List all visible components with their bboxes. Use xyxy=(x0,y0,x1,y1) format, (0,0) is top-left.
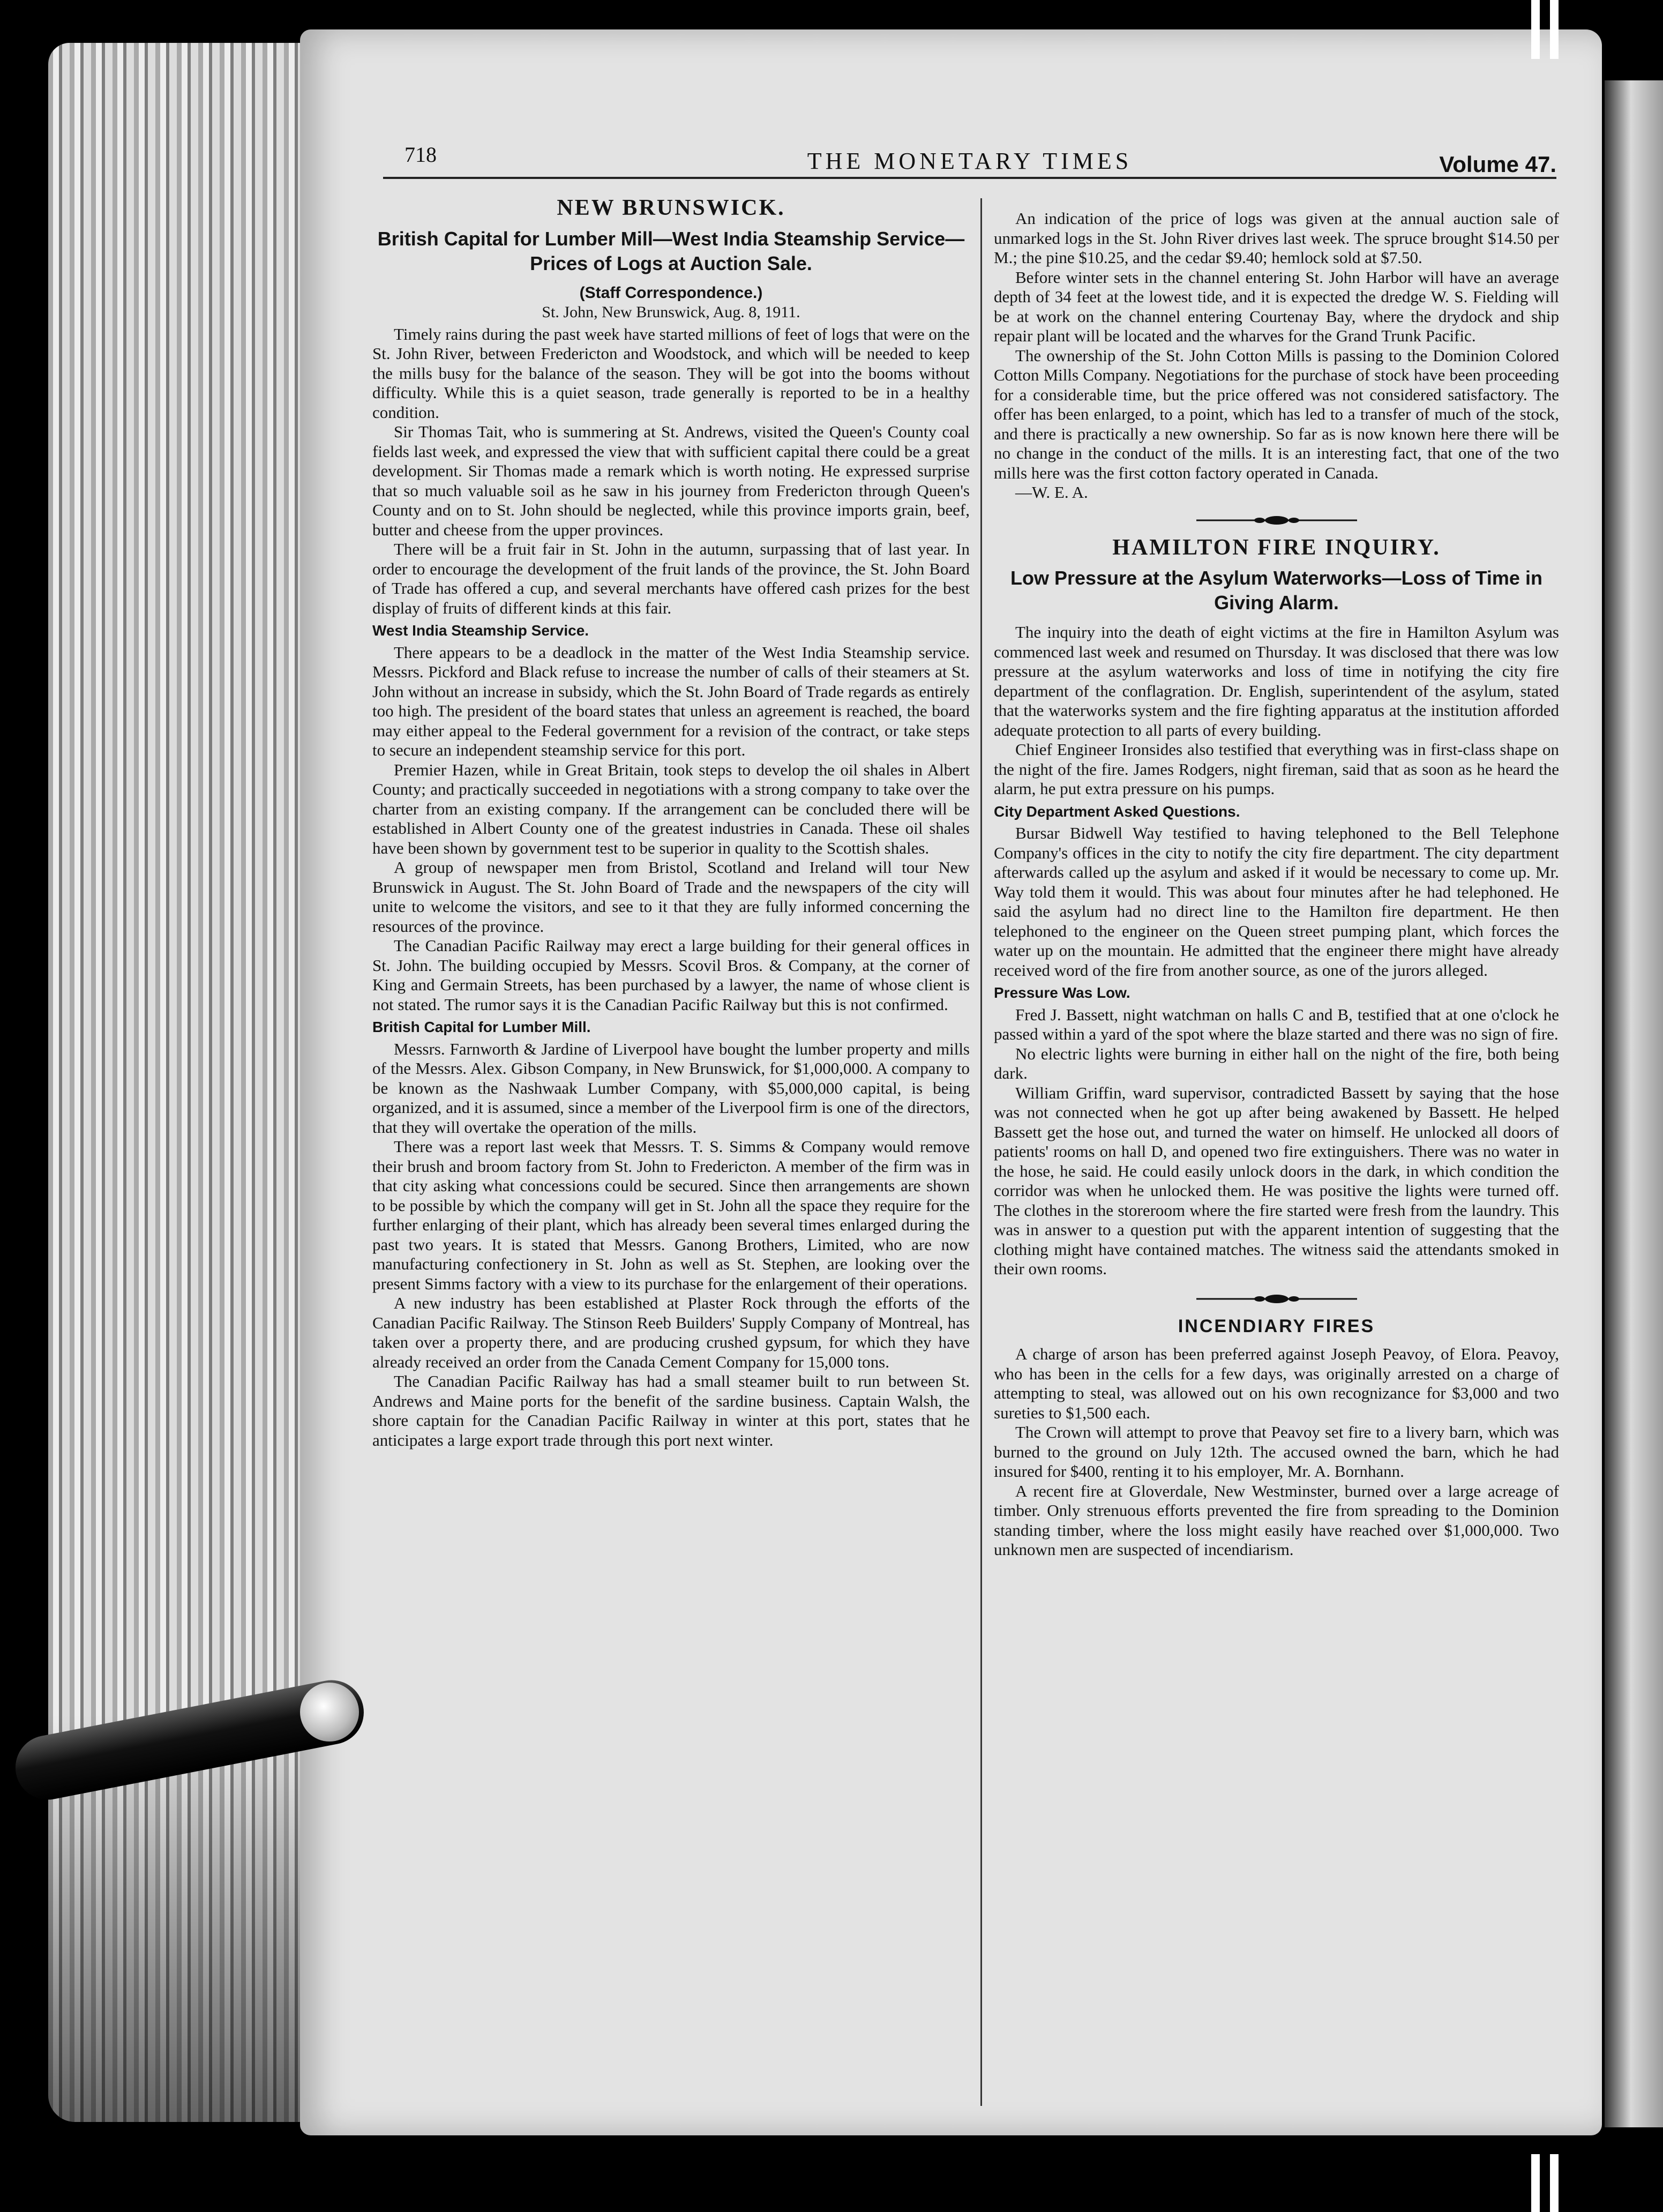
paragraph: There will be a fruit fair in St. John in the autumn, surpassing that of last year. In order to encourage the development of the fruit lands of the province, the St. John Board of Trade has offered a cup, and several merchants have offered cash prizes for the best display of fruits of different kinds at this fair. xyxy=(372,540,970,617)
section-subhead: City Department Asked Questions. xyxy=(994,803,1240,820)
left-column xyxy=(372,193,970,1450)
page-number: 718 xyxy=(404,143,437,167)
pen-tip-highlight xyxy=(300,1683,359,1742)
section-subhead: Pressure Was Low. xyxy=(994,984,1130,1001)
masthead: THE MONETARY TIMES xyxy=(807,148,1133,174)
ornament-divider xyxy=(1196,1292,1357,1306)
film-perforation-mark xyxy=(1531,0,1540,59)
byline: (Staff Correspondence.) xyxy=(579,283,763,302)
right-column xyxy=(994,209,1559,1560)
paragraph: There was a report last week that Messrs. T. S. Simms & Company would remove their brush and broom factory from St. John to Fredericton. A member of the firm was in that city asking what concessions could be secured. Since then arrangements are shown to be possible by which the company will get in St. John all the space they require for the further enlarging of their plant, which has already been several times enlarged during the past two years. It is stated that Messrs. Ganong Brothers, Limited, who are now manufacturing confectionery in St. John as well as St. Stephen, are looking over the present Simms factory with a view to its purchase for the enlargement of their operations. xyxy=(372,1137,970,1293)
article-headline: British Capital for Lumber Mill—West India Steamship Service—Prices of Logs at Auction Sale. xyxy=(377,227,965,274)
volume-label: Volume 47. xyxy=(1439,152,1556,177)
paragraph: The ownership of the St. John Cotton Mills is passing to the Dominion Colored Cotton Mills Company. Negotiations for the purchase of stock have been proceeding for a considerable time, but the price offered was not considered satisfactory. The offer has been enlarged, to a point, which has led to a transfer of much of the stock, and there is practically a new ownership. So far as is now known here there will be no change in the conduct of the mills. It is an interesting fact, that one of the two mills here was the first cotton factory operated in Canada. xyxy=(994,346,1559,482)
article-kicker: HAMILTON FIRE INQUIRY. xyxy=(1112,535,1441,560)
column-rule xyxy=(980,198,982,2106)
paragraph: The Canadian Pacific Railway has had a small steamer built to run between St. Andrews and Maine ports for the benefit of the sardine business. Captain Walsh, the shore captain for the Canadian Pacific Railway in winter at this port, states that he anticipates a large export trade through this port next winter. xyxy=(372,1372,970,1449)
paragraph: Fred J. Bassett, night watchman on halls C and B, testified that at one o'clock he passed within a yard of the spot where the blaze started and there was no sign of fire. xyxy=(994,1005,1559,1043)
film-perforation-mark xyxy=(1550,0,1559,59)
author-signature: —W. E. A. xyxy=(1015,483,1088,502)
paragraph: Before winter sets in the channel entering St. John Harbor will have an average depth of 34 feet at the lowest tide, and it is expected the dredge W. S. Fielding will be at work on the channel entering Courtenay Bay, where the drydock and ship repair plant will be located and the wharves for the Grand Trunk Pacific. xyxy=(994,267,1559,345)
paragraph: A recent fire at Gloverdale, New Westminster, burned over a large acreage of timber. Only strenuous efforts prevented the fire from spreading to the Dominion standing timber, where the loss might easily have reached over $1,000,000. Two unknown men are suspected of incendiarism. xyxy=(994,1481,1559,1559)
section-subhead: British Capital for Lumber Mill. xyxy=(372,1019,591,1035)
paragraph: Chief Engineer Ironsides also testified that everything was in first-class shape on the night of the fire. James Rodgers, night fireman, said that as soon as he heard the alarm, he put extra pressure on his pumps. xyxy=(994,740,1559,798)
paragraph: There appears to be a deadlock in the matter of the West India Steamship service. Messrs. Pickford and Black refuse to increase the number of calls of their steamers at St. John without an increase in subsidy, which the St. John Board of Trade regards as entirely too high. The president of the board states that unless an agreement is reached, the board may either appeal to the Federal government for a revision of the contract, or take steps to secure an independent steamship service for this port. xyxy=(372,642,970,759)
paragraph: An indication of the price of logs was given at the annual auction sale of unmarked logs in the St. John River drives last week. The spruce brought $14.50 per M.; the pine $10.25, and the cedar $9.40; hemlock sold at $7.50. xyxy=(994,209,1559,267)
paragraph: The Crown will attempt to prove that Peavoy set fire to a livery barn, which was burned to the ground on July 12th. The accused owned the barn, which he had insured for $400, renting it to his employer, Mr. A. Bornhann. xyxy=(994,1423,1559,1481)
paragraph: William Griffin, ward supervisor, contradicted Bassett by saying that the hose was not connected when he got up after being awakened by Bassett. He helped Bassett get the hose out, and turned the water on himself. He unlocked all doors of patients' rooms on hall D, and opened two fire extinguishers. There was no water in the hose, he said. He could easily unlock doors in the dark, in which condition the corridor was when he unlocked them. He was positive the lights were turned off. The clothes in the storeroom where the fire started were fresh from the laundry. This was in answer to a question put with the apparent intention of suggesting that the clothing might have contained matches. The witness said the attendants smoked in their own rooms. xyxy=(994,1083,1559,1278)
paragraph: Bursar Bidwell Way testified to having telephoned to the Bell Telephone Company's offices in the city to notify the city fire department. The city department afterwards called up the asylum and asked if it would be necessary to come up. Mr. Way told them it would. This was about four minutes after he had telephoned. He said the asylum had no direct line to the Hamilton fire department. He then telephoned to the engineer on the Queen street pumping plant, which forces the water up on the mountain. He admitted that the engineer there might have already received word of the fire from another source, as one of the jurors alleged. xyxy=(994,824,1559,980)
paragraph: Sir Thomas Tait, who is summering at St. Andrews, visited the Queen's County coal fields last week, and expressed the view that with sufficient capital there could be a great development. Sir Thomas made a remark which is worth noting. He expressed surprise that so much valuable soil as he saw in his journey from Fredericton through Queen's County and on to St. John should be neglected, while this province imports grain, beef, butter and cheese from the upper provinces. xyxy=(372,422,970,539)
film-perforation-mark xyxy=(1550,2154,1559,2212)
paragraph: Messrs. Farnworth & Jardine of Liverpool have bought the lumber property and mills of the Messrs. Alex. Gibson Company, in New Brunswick, for $1,000,000. A company to be known as the Nashwaak Lumber Company, with $5,000,000 capital, is being organized, and it is assumed, since a member of the Liverpool firm is one of the directors, that they will overtake the operation of the mills. xyxy=(372,1039,970,1137)
paragraph: Timely rains during the past week have started millions of feet of logs that were on the St. John River, between Fredericton and Woodstock, and which will be needed to keep the mills busy for the balance of the season. They will be got into the booms without difficulty. While this is a quiet season, trade generally is reported to be in a healthy condition. xyxy=(372,324,970,422)
header-rule xyxy=(383,177,1556,179)
paragraph: The inquiry into the death of eight victims at the fire in Hamilton Asylum was commenced last week and resumed on Thursday. It was disclosed that there was low pressure at the asylum waterworks and loss of time in notifying the city fire department of the conflagration. Dr. English, superintendent of the asylum, stated that the waterworks system and the fire fighting apparatus at the institution afforded adequate protection to all parts of every building. xyxy=(994,623,1559,739)
article-kicker: NEW BRUNSWICK. xyxy=(557,196,785,220)
article-headline: Low Pressure at the Asylum Waterworks—Loss of Time in Giving Alarm. xyxy=(1010,567,1542,614)
ornament-divider xyxy=(1196,513,1357,527)
dateline: St. John, New Brunswick, Aug. 8, 1911. xyxy=(542,303,800,321)
paragraph: No electric lights were burning in either hall on the night of the fire, both being dark. xyxy=(994,1044,1559,1082)
film-perforation-mark xyxy=(1531,2154,1540,2212)
paragraph: A group of newspaper men from Bristol, Scotland and Ireland will tour New Brunswick in August. The St. John Board of Trade and the newspapers of the city will unite to welcome the visitors, and see to it that they are fully informed concerning the resources of the province. xyxy=(372,858,970,936)
paragraph: A charge of arson has been preferred against Joseph Peavoy, of Elora. Peavoy, who has been in the cells for a few days, was originally arrested on a charge of attempting to steal, was allowed out on his own recognizance for $3,000 and two sureties to $1,500 each. xyxy=(994,1344,1559,1422)
facing-page-edge xyxy=(1605,80,1663,2127)
section-subhead: West India Steamship Service. xyxy=(372,622,589,639)
paragraph: The Canadian Pacific Railway may erect a large building for their general offices in St. John. The building occupied by Messrs. Scovil Bros. & Company, at the corner of King and Germain Streets, has been purchased by a lawyer, the name of whose client is not stated. The rumor says it is the Canadian Pacific Railway but this is not confirmed. xyxy=(372,936,970,1014)
paragraph: Premier Hazen, while in Great Britain, took steps to develop the oil shales in Albert County; and practically succeeded in negotiations with a strong company to take over the charter from an existing company. If the arrangement can be concluded there will be established in Albert County one of the greatest industries in Canada. These oil shales have been shown by government test to be superior in quality to the Scottish shales. xyxy=(372,760,970,857)
article-kicker: INCENDIARY FIRES xyxy=(1178,1316,1375,1336)
paragraph: A new industry has been established at Plaster Rock through the efforts of the Canadian Pacific Railway. The Stinson Reeb Builders' Supply Company of Montreal, has taken over a property there, and are producing crushed gypsum, for which they have already received an order from the Canada Cement Company for 15,000 tons. xyxy=(372,1294,970,1371)
